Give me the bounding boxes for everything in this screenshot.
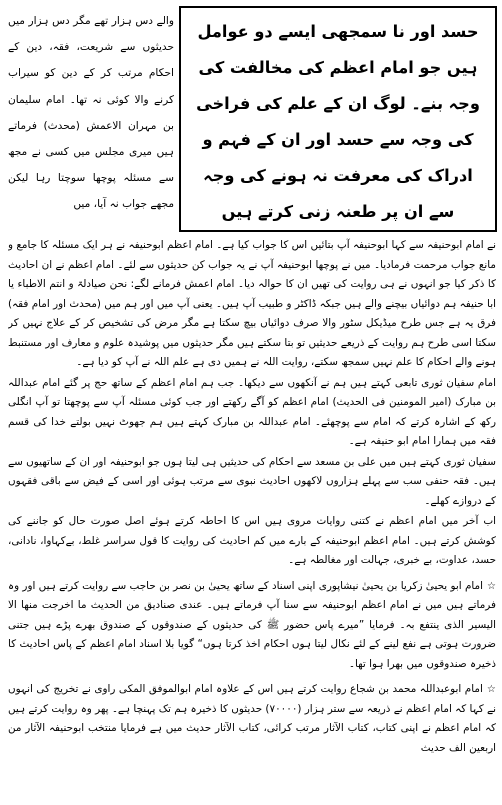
paragraph-2: امام سفیان ثوری تابعی کہتے ہیں ہم نے آنکھوں سے دیکھا۔ جب ہم امام اعظم کے ساتھ حج پر گئے امام عبداللہ بن مبارک (امیر المومنین فی الحدیث) امام اعظم کو آگے رکھتے اور جب کوئی مسئلہ آپ سے پوچھتا تو آپ انگلی رکھ کے اشارہ کرتے کہ امام سے پوچھئے۔ امام عبداللہ بن مبارک کہتے ہیں ہم جھوٹ نہیں بولتے خدا کی قسم فقہ میں ہمارا امام ابو حنیفہ ہے۔ [8,376,496,447]
paragraph-3: سفیان ثوری کہتے ہیں میں علی بن مسعد سے احکام کی حدیثیں ہی لیتا ہوں جو ابوحنیفہ اور ان کے ساتھیوں سے ہیں۔ فقہ حنفی سب سے پہلے ہزاروں لاکھوں احادیث نبوی سے مرتب ہوئی اور اسی کے فیض سے باقی فقہوں کے دروازے کھلے۔ [8,455,496,507]
body-text [8,236,496,801]
star-bullet-icon: ☆ [487,580,496,592]
star-bullet-icon: ☆ [486,684,496,695]
paragraph-1: نے امام ابوحنیفہ سے کہا ابوحنیفہ آپ بتائیں اس کا جواب کیا ہے۔ امام اعظم ابوحنیفہ نے ہر ایک مسئلہ کا جامع و مانع جواب مرحمت فرمادیا۔ میں نے پوچھا ابوحنیفہ آپ نے یہ جواب کن حدیثوں سے لئے۔ امام اعظم نے ان احادیث کا ذکر کیا جو انہوں نے ہی روایت کی تھیں ان کا حوالہ دیا۔ امام اعمش فرمانے لگے: نحن صیادلۃ و انتم الاطباء یا ابا حنیفہ ہم دوائیاں بیچنے والے ہیں جبکہ ڈاکٹر و طبیب آپ ہیں۔ یعنی آپ میں اور ہم میں (محدث اور امام فقہ) فرق یہ ہے جس طرح میڈیکل سٹور والا صرف دوائیاں بیچ سکتا ہے مگر مرض کی تشخیص کر کے علاج نہیں کر سکتا اسی طرح ہم روایت کے ذریعے حدیثیں تو بتا سکتے ہیں مگر حدیثوں میں پوشیدہ علوم و معارف اور مستنبط ہونے والے احکام کا علم نہیں سمجھ سکتے، روایت اللہ نے ہمیں دی ہے علم اللہ نے آپ کو دیا ہے۔ [8,239,496,368]
intro-text: والے دس ہزار تھے مگر دس ہزار میں حدیثوں سے شریعت، فقہ، دین کے احکام مرتب کر کے دین کو سیراب کرنے والا کوئی نہ تھا۔ امام سلیمان بن مہران الاعمش (محدث) فرماتے ہیں میری مجلس میں کسی نے مجھ سے مسئلہ پوچھا سوچتا رہا لیکن مجھے جواب نہ آیا، میں [8,15,174,211]
pull-quote-box [179,6,497,232]
paragraph-4: اب آخر میں امام اعظم نے کتنی روایات مروی ہیں اس کا احاطہ کرتے ہوئے اصل صورت حال کو جاننے کی کوشش کرتے ہیں۔ امام اعظم ابوحنیفہ کے بارے میں کم احادیث کی روایت کا قول سراسر غلط، بےکہاوا، نادانی، حسد، عداوت، بے خبری، جہالت اور مغالطہ ہے۔ [8,515,496,566]
paragraph-6: ☆امام ابوعبداللہ محمد بن شجاع روایت کرتے ہیں اس کے علاوہ امام ابوالموفق المکی راوی نے تخریج کی انہوں نے کہا کہ امام اعظم نے ذریعہ سے ستر ہزار (۷۰۰۰۰) حدیثوں کا ذخیرہ ہم تک پہنچا ہے۔ پھر وہ روایت کرتے ہیں کہ امام اعظم نے اپنی کتاب، کتاب الآثار مرتب کرائی، کتاب الآثار حدیث میں ہے فرمایا منتخب ابوحنیفہ الآثار من اربعین الف حدیث [8,683,496,754]
pull-quote-text: حسد اور نا سمجھی ایسے دو عوامل ہیں جو امام اعظم کی مخالفت کی وجہ بنے۔ لوگ ان کے علم کی فراخی کی وجہ سے حسد اور ان کے فہم و ادراک کی معرفت نہ ہونے کی وجہ سے ان پر طعنہ زنی کرتے ہیں [196,22,480,221]
intro-column [8,8,174,234]
paragraph-5: ☆امام ابو یحییٰ زکریا بن یحییٰ نیشاپوری اپنی اسناد کے ساتھ یحییٰ بن نصر بن حاجب سے روایت کرتے ہیں اور وہ فرماتے ہیں میں نے امام اعظم ابوحنیفہ سے سنا آپ فرماتے ہیں۔ عندی صنادیق من الحدیث ما اخرجت منھا الا الیسیر الذی ینتفع بہ۔ فرمایا ”میرے پاس حضور ﷺ کی حدیثوں کے صندوقوں کے صندوق بھرے پڑے ہیں جتنی ضرورت ہوتی ہے نفع لینے کے لئے نکال لیتا ہوں احکام اخذ کرتا ہوں“ گویا بلا اسناد امام اعظم کے پاس احادیث کا ذخیرہ صندوقوں میں بھرا ہوا تھا۔ [8,579,496,670]
